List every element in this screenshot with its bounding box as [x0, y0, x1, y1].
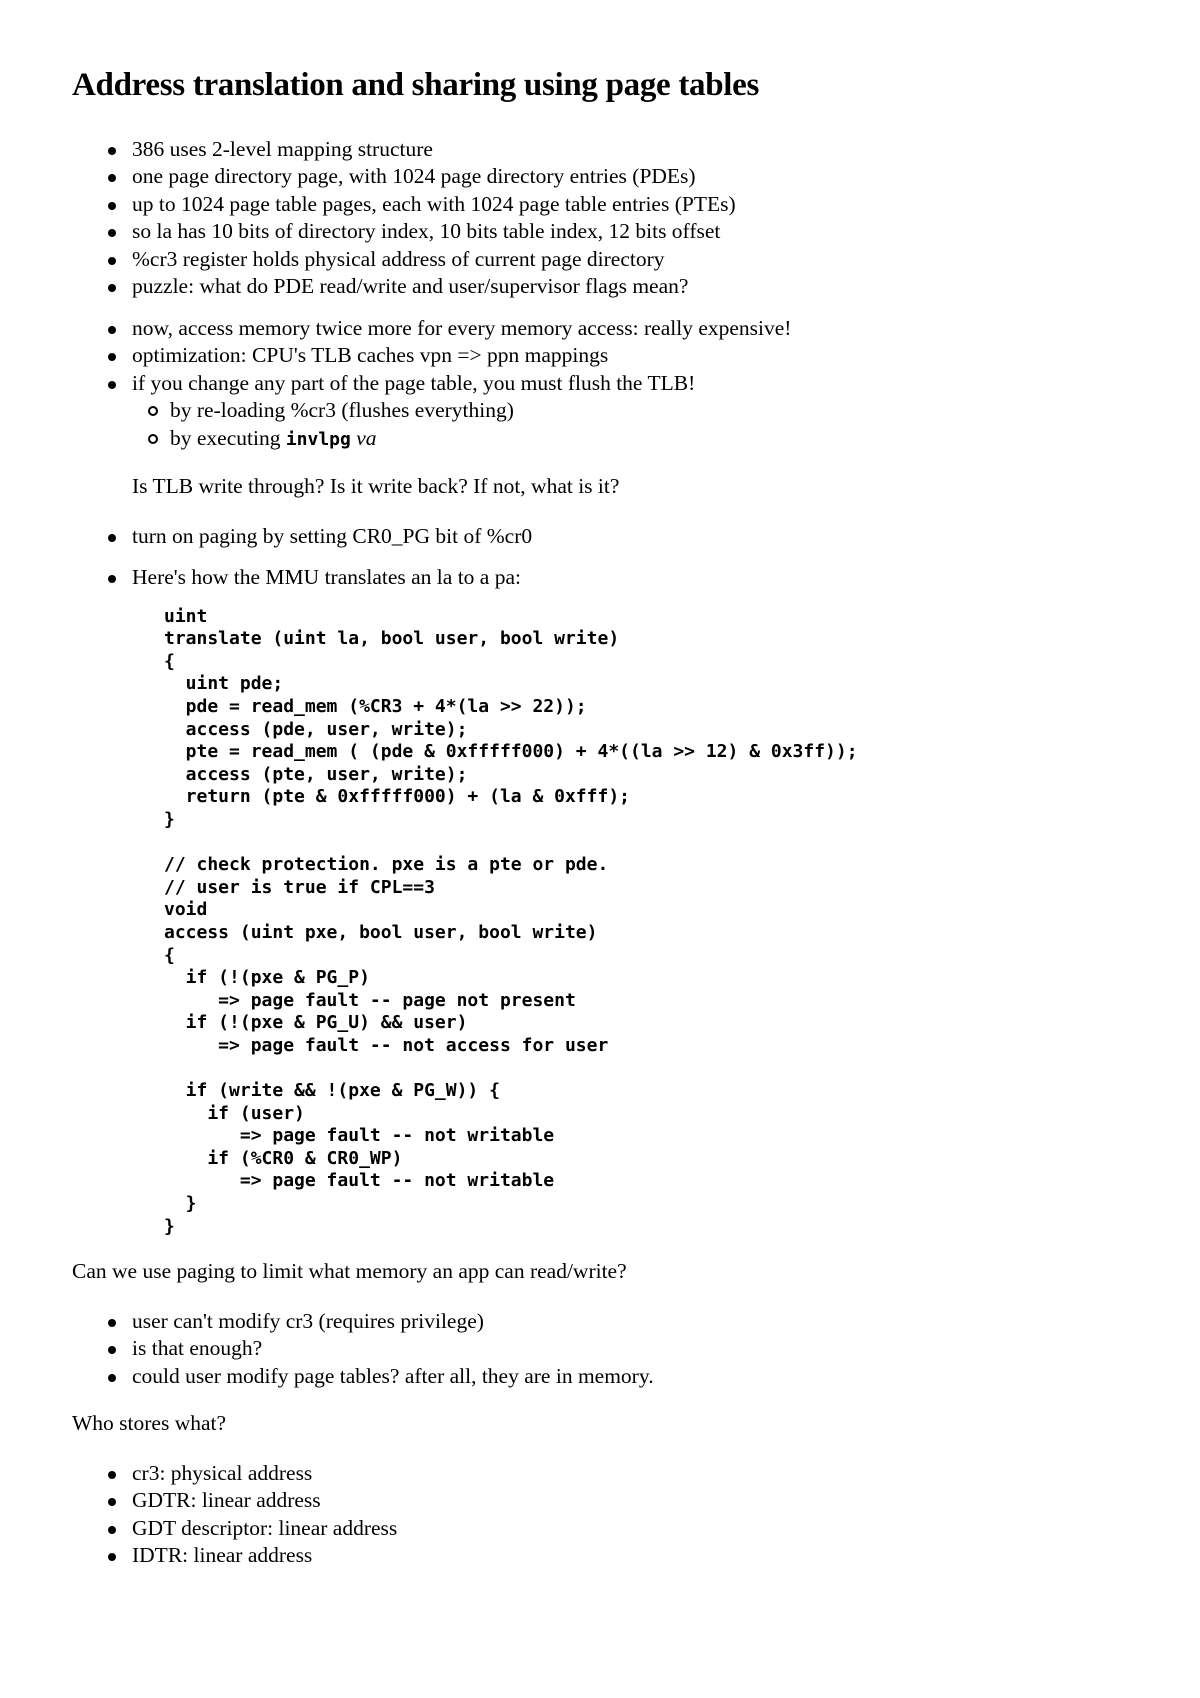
list-item: IDTR: linear address [132, 1542, 1152, 1570]
sub-list-item: by re-loading %cr3 (flushes everything) [170, 397, 1152, 425]
list-item-text: if you change any part of the page table, you must flush the TLB! [132, 370, 696, 395]
address-types-list [72, 1460, 1152, 1570]
va-argument: va [356, 425, 377, 450]
list-item: %cr3 register holds physical address of current page directory [132, 246, 1152, 274]
list-item: GDT descriptor: linear address [132, 1515, 1152, 1543]
list-item: 386 uses 2-level mapping structure [132, 136, 1152, 164]
list-item: is that enough? [132, 1335, 1152, 1363]
tlb-flush-sublist [132, 397, 1152, 453]
list-item [132, 370, 1152, 454]
who-stores-heading: Who stores what? [72, 1411, 227, 1436]
translate-code-block: uint translate (uint la, bool user, bool write) { uint pde; pde = read_mem (%CR3 + 4*(la >> 22)); access (pde, user, write); pte = read_mem ( (pde & 0xfffff000) + 4*((la >> 12) & 0x3ff)); access (pte, user, write); return (pte & 0xfffff000) + (la & 0xfff); } // check protection. pxe is a pte or pde. // user is true if CPL==3 void access (uint pxe, bool user, bool write) { if (!(pxe & PG_P) => page fault -- page not present if (!(pxe & PG_U) && user) => page fault -- not access for user if (write && !(pxe & PG_W)) { if (user) => page fault -- not writable if (%CR0 & CR0_WP) => page fault -- not writable } } [164, 605, 858, 1237]
tlb-list [72, 315, 1152, 454]
list-item: now, access memory twice more for every memory access: really expensive! [132, 315, 1152, 343]
invlpg-code: invlpg [285, 428, 351, 450]
page-title: Address translation and sharing using page tables [72, 67, 760, 103]
list-item: so la has 10 bits of directory index, 10 bits table index, 12 bits offset [132, 218, 1152, 246]
list-item: one page directory page, with 1024 page directory entries (PDEs) [132, 163, 1152, 191]
paging-limit-question: Can we use paging to limit what memory an app can read/write? [72, 1259, 627, 1284]
list-item: user can't modify cr3 (requires privilege) [132, 1308, 1152, 1336]
list-item: could user modify page tables? after all, they are in memory. [132, 1363, 1152, 1391]
list-item: GDTR: linear address [132, 1487, 1152, 1515]
mmu-list [72, 564, 1152, 592]
document [72, 66, 1152, 1584]
list-item: optimization: CPU's TLB caches vpn => ppn mappings [132, 342, 1152, 370]
list-item: puzzle: what do PDE read/write and user/supervisor flags mean? [132, 273, 1152, 301]
list-item: Here's how the MMU translates an la to a pa: [132, 564, 1152, 592]
sub-list-item [170, 425, 1152, 454]
paging-structure-list [72, 136, 1152, 301]
privilege-list [72, 1308, 1152, 1391]
list-item: turn on paging by setting CR0_PG bit of %cr0 [132, 523, 1152, 551]
tlb-question: Is TLB write through? Is it write back? If not, what is it? [132, 474, 620, 499]
list-item: cr3: physical address [132, 1460, 1152, 1488]
list-item: up to 1024 page table pages, each with 1024 page table entries (PTEs) [132, 191, 1152, 219]
paging-enable-list [72, 523, 1152, 551]
sub-list-text: by executing [170, 425, 286, 450]
